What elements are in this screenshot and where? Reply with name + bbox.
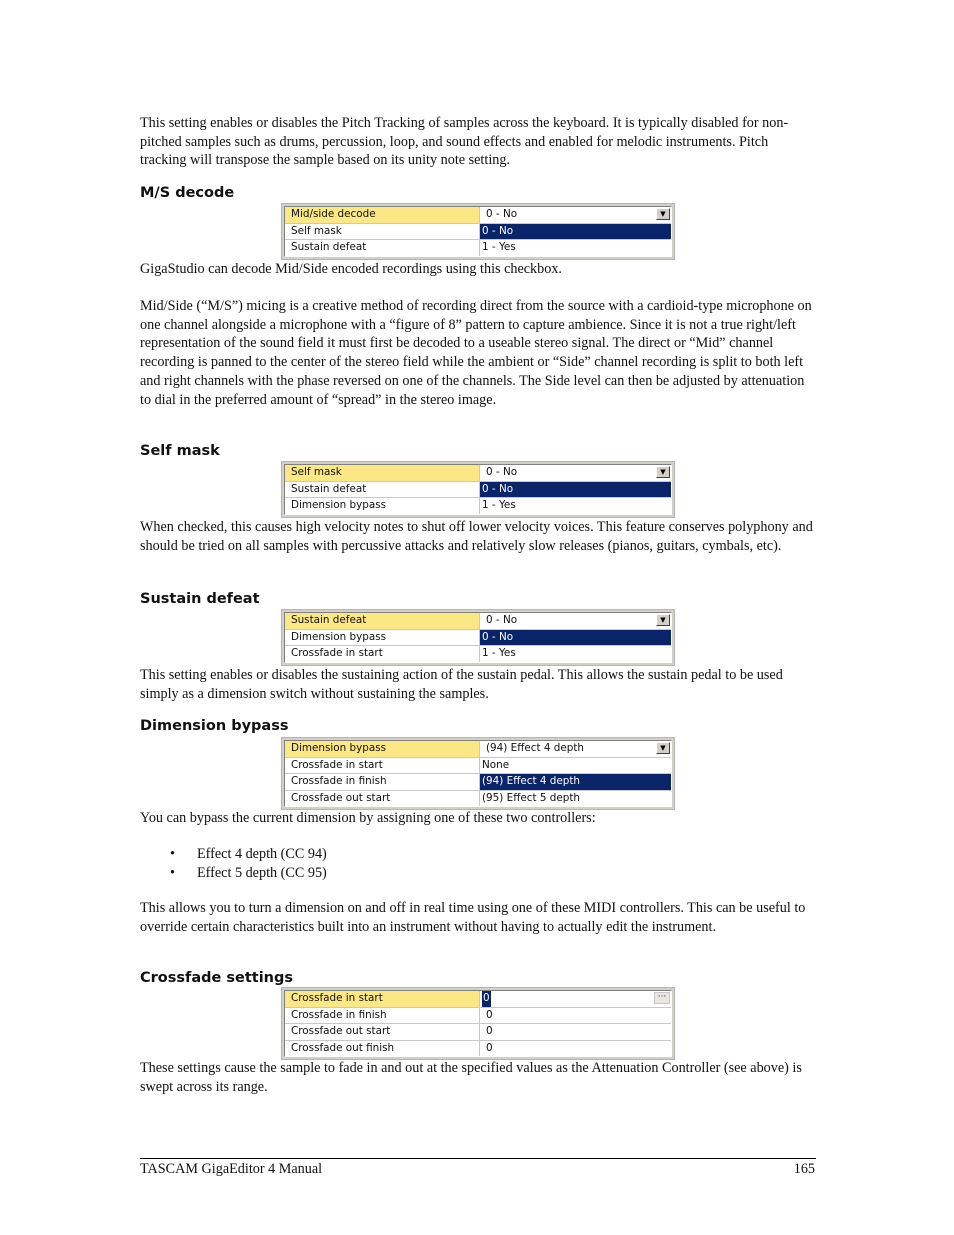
grid-row[interactable] (285, 1040, 671, 1057)
grid-row[interactable] (285, 481, 671, 498)
ms-decode-select[interactable] (480, 207, 671, 223)
grid-value[interactable]: 0 (486, 1008, 493, 1021)
list-item (170, 845, 327, 864)
grid-label: Dimension bypass (285, 741, 480, 757)
grid-row[interactable] (285, 207, 671, 223)
dimension-paragraph-2: This allows you to turn a dimension on and off in real time using one of these MIDI controllers. This can be useful to override certain characteristics built into an instrument without having to actually edit the instrument. (140, 900, 806, 935)
grid-row[interactable] (285, 239, 671, 256)
grid-row[interactable] (285, 629, 671, 646)
dropdown-option[interactable]: 0 - No (480, 224, 671, 240)
dropdown-option[interactable]: (94) Effect 4 depth (480, 774, 671, 790)
heading-sustain-defeat: Sustain defeat (140, 591, 260, 607)
dropdown-option[interactable]: 0 - No (480, 482, 671, 498)
grid-label: Mid/side decode (285, 207, 480, 223)
chevron-down-icon[interactable]: ▼ (656, 466, 670, 478)
heading-dimension-bypass: Dimension bypass (140, 718, 289, 734)
heading-self-mask: Self mask (140, 443, 220, 459)
ms-paragraph-1: GigaStudio can decode Mid/Side encoded recordings using this checkbox. (140, 261, 562, 277)
list-item-text: Effect 5 depth (CC 95) (197, 864, 327, 881)
grid-label: Self mask (285, 465, 480, 481)
dimension-bypass-select[interactable] (480, 741, 671, 757)
dropdown-option[interactable]: 1 - Yes (482, 647, 516, 659)
grid-label: Crossfade out start (285, 1024, 480, 1040)
page-number: 165 (793, 1161, 815, 1177)
bullet-icon: • (170, 846, 175, 862)
grid-label: Crossfade in start (285, 991, 480, 1007)
chevron-down-icon[interactable]: ▼ (656, 742, 670, 754)
dimension-bypass-grid (281, 737, 675, 810)
grid-label: Dimension bypass (285, 498, 480, 514)
dropdown-option[interactable]: 1 - Yes (482, 499, 516, 511)
grid-label: Crossfade in start (285, 758, 480, 774)
crossfade-in-start-input[interactable] (480, 991, 671, 1007)
grid-row[interactable] (285, 773, 671, 790)
intro-paragraph: This setting enables or disables the Pitch Tracking of samples across the keyboard. It is typically disabled for non-pitched samples such as drums, percussion, loop, and sound effects and enabled for melodic instruments. Pitch tracking will transpose the sample based on its unity note setting. (140, 115, 789, 169)
self-mask-grid (281, 461, 675, 518)
list-item (170, 864, 327, 883)
grid-label: Sustain defeat (285, 613, 480, 629)
grid-row[interactable] (285, 613, 671, 629)
text-caret: 0 (482, 991, 491, 1007)
grid-label: Self mask (285, 224, 480, 240)
grid-label: Sustain defeat (285, 240, 480, 256)
footer-title: TASCAM GigaEditor 4 Manual (140, 1161, 323, 1177)
select-value: 0 - No (486, 466, 518, 478)
grid-row[interactable] (285, 991, 671, 1007)
grid-row[interactable] (285, 497, 671, 514)
dropdown-option[interactable]: (95) Effect 5 depth (482, 791, 580, 804)
select-value: 0 - No (486, 208, 518, 220)
crossfade-grid (281, 987, 675, 1060)
grid-row[interactable] (285, 645, 671, 662)
grid-label: Dimension bypass (285, 630, 480, 646)
self-mask-select[interactable] (480, 465, 671, 481)
ellipsis-icon[interactable]: ··· (654, 992, 670, 1004)
controller-list (170, 845, 327, 882)
grid-label: Sustain defeat (285, 482, 480, 498)
grid-value[interactable]: 0 (486, 1025, 493, 1037)
grid-label: Crossfade out start (285, 791, 480, 807)
grid-row[interactable] (285, 465, 671, 481)
self-mask-paragraph: When checked, this causes high velocity notes to shut off lower velocity voices. This feature conserves polyphony and should be tried on all samples with percussive attacks and relatively slow releases (pianos, guitars, cymbals, etc). (140, 519, 813, 554)
list-item-text: Effect 4 depth (CC 94) (197, 846, 327, 862)
sustain-defeat-grid (281, 609, 675, 666)
grid-label: Crossfade in finish (285, 774, 480, 790)
grid-label: Crossfade in start (285, 646, 480, 662)
ms-paragraph-2: Mid/Side (“M/S”) micing is a creative method of recording direct from the source with a cardioid-type microphone on one channel alongside a microphone with a “figure of 8” pattern to capture ambience. Since it is not a true right/left representation of the sound field it must first be decoded to a useable stereo signal. The direct or “Mid” channel recording is panned to the center of the stereo field while the ambient or “Side” channel recording is split to both left and right channels with the phase reversed on one of the channels. The Side level can then be adjusted by attenuation to dial in the preferred amount of “spread” in the stereo image. (140, 298, 812, 408)
ms-decode-grid (281, 203, 675, 260)
grid-label: Crossfade in finish (285, 1008, 480, 1024)
grid-row[interactable] (285, 1007, 671, 1024)
dropdown-option[interactable]: None (482, 758, 510, 771)
select-value: (94) Effect 4 depth (486, 742, 584, 754)
grid-row[interactable] (285, 223, 671, 240)
sustain-defeat-paragraph: This setting enables or disables the sustaining action of the sustain pedal. This allows the sustain pedal to be used simply as a dimension switch without sustaining the samples. (140, 667, 783, 702)
bullet-icon: • (170, 864, 175, 881)
chevron-down-icon[interactable]: ▼ (656, 208, 670, 220)
heading-crossfade-settings: Crossfade settings (140, 970, 294, 986)
grid-value[interactable]: 0 (486, 1041, 493, 1054)
grid-label: Crossfade out finish (285, 1041, 480, 1057)
grid-row[interactable] (285, 741, 671, 757)
dropdown-option[interactable]: 1 - Yes (482, 241, 516, 253)
footer-divider (140, 1158, 816, 1159)
sustain-defeat-select[interactable] (480, 613, 671, 629)
grid-row[interactable] (285, 790, 671, 807)
heading-ms-decode: M/S decode (140, 185, 235, 201)
dimension-paragraph-1: You can bypass the current dimension by assigning one of these two controllers: (140, 810, 596, 826)
grid-row[interactable] (285, 1023, 671, 1040)
grid-row[interactable] (285, 757, 671, 774)
dropdown-option[interactable]: 0 - No (480, 630, 671, 646)
select-value: 0 - No (486, 614, 518, 626)
chevron-down-icon[interactable]: ▼ (656, 614, 670, 626)
crossfade-paragraph: These settings cause the sample to fade in and out at the specified values as the Attenuation Controller (see above) is swept across its range. (140, 1060, 802, 1095)
